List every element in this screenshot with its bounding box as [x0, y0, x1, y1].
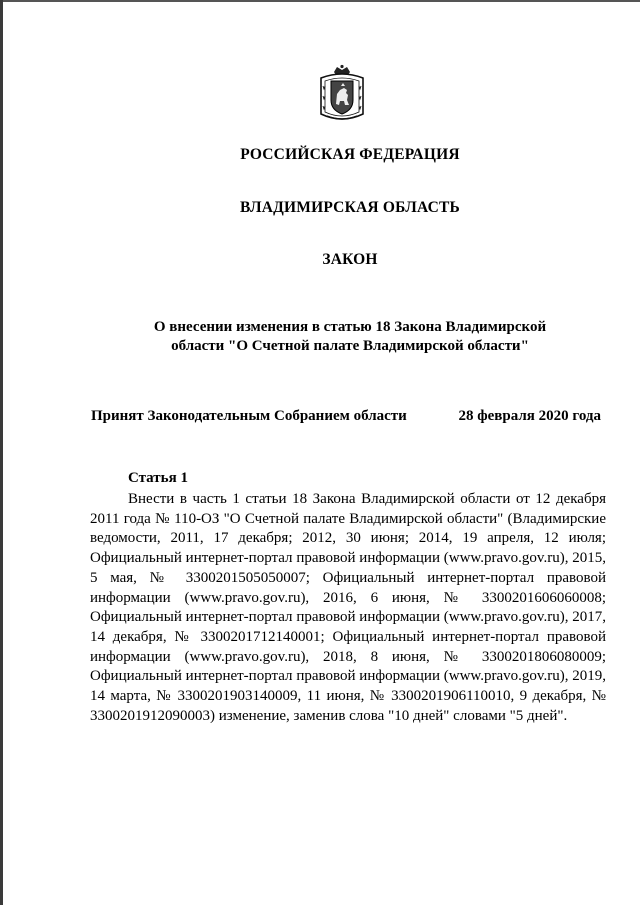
coat-of-arms-icon	[317, 64, 367, 124]
law-title: О внесении изменения в статью 18 Закона Владимирской области "О Счетной палате Владимирской области"	[153, 319, 547, 354]
adopted-date: 28 февраля 2020 года	[458, 408, 601, 424]
article-body: Внести в часть 1 статьи 18 Закона Владимирской области от 12 декабря 2011 года № 110-ОЗ "О Счетной палате Владимирской области" (Владимирские ведомости, 2011, 17 декабря; 2012, 30 июня; 2014, 19 апреля, 12 июля; Официальный интернет-портал правовой информации (www.pravo.gov.ru), 2015, 5 мая, № 3300201505050007; Официальный интернет-портал правовой информации (www.pravo.gov.ru), 2016, 6 июня, № 3300201606060008; Официальный интернет-портал правовой информации (www.pravo.gov.ru), 2017, 14 декабря, № 3300201712140001; Официальный интернет-портал правовой информации (www.pravo.gov.ru), 2018, 8 июня, № 3300201806080009; Официальный интернет-портал правовой информации (www.pravo.gov.ru), 2019, 14 марта, № 3300201903140009, 11 июня, № 3300201906110010, 9 декабря, № 3300201912090003) изменение, заменив слова "10 дней" словами "5 дней".	[90, 491, 606, 724]
region-heading: ВЛАДИМИРСКАЯ ОБЛАСТЬ	[240, 199, 460, 216]
scan-edge-top	[0, 0, 640, 2]
scan-edge-left	[0, 0, 3, 905]
country-heading: РОССИЙСКАЯ ФЕДЕРАЦИЯ	[240, 146, 460, 163]
article-heading: Статья 1	[128, 470, 188, 486]
adopted-by: Принят Законодательным Собранием области	[91, 408, 407, 424]
document-type-heading: ЗАКОН	[322, 251, 378, 268]
